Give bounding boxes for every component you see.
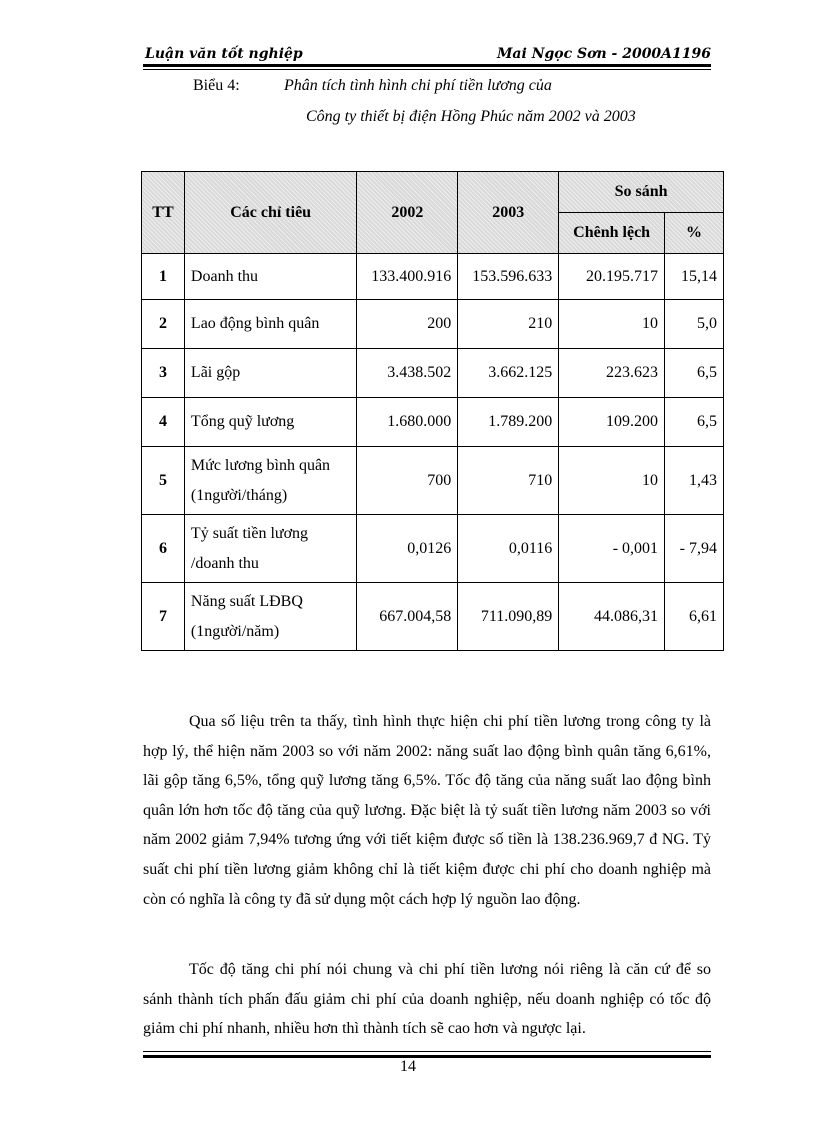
row-label: Lao động bình quân bbox=[184, 300, 356, 349]
table-row bbox=[142, 254, 724, 300]
analysis-paragraph-2: Tốc độ tăng chi phí nói chung và chi phí tiền lương nói riêng là căn cứ để so sánh thành tích phấn đấu giảm chi phí của doanh nghiệp, nếu doanh nghiệp có tốc độ giảm chi phí nhanh, nhiều hơn thì thành tích sẽ cao hơn và ngược lại. bbox=[143, 961, 711, 1038]
row-tt: 2 bbox=[142, 300, 185, 349]
header-tt: TT bbox=[142, 172, 185, 254]
row-2002: 200 bbox=[357, 300, 458, 349]
row-tt: 1 bbox=[142, 254, 185, 300]
row-2002: 667.004,58 bbox=[357, 583, 458, 651]
header-2002: 2002 bbox=[357, 172, 458, 254]
row-2003: 210 bbox=[458, 300, 559, 349]
row-diff: 109.200 bbox=[559, 398, 665, 447]
header-diff: Chênh lệch bbox=[559, 213, 665, 254]
header-pct: % bbox=[665, 213, 724, 254]
header-rule-thick bbox=[143, 64, 711, 67]
row-diff: - 0,001 bbox=[559, 515, 665, 583]
row-2002: 0,0126 bbox=[357, 515, 458, 583]
footer-rule-thin bbox=[143, 1051, 711, 1052]
row-label: Năng suất LĐBQ (1người/năm) bbox=[184, 583, 356, 651]
row-pct: 5,0 bbox=[665, 300, 724, 349]
header-compare: So sánh bbox=[559, 172, 724, 213]
header-author: Mai Ngọc Sơn - 2000A1196 bbox=[496, 46, 711, 62]
row-2003: 0,0116 bbox=[458, 515, 559, 583]
table-caption bbox=[193, 77, 552, 95]
header-indicator: Các chỉ tiêu bbox=[184, 172, 356, 254]
row-label: Mức lương bình quân (1người/tháng) bbox=[184, 447, 356, 515]
row-2003: 1.789.200 bbox=[458, 398, 559, 447]
row-pct: 6,5 bbox=[665, 398, 724, 447]
caption-title-line2: Công ty thiết bị điện Hồng Phúc năm 2002 và 2003 bbox=[306, 108, 636, 125]
row-pct: 6,5 bbox=[665, 349, 724, 398]
row-tt: 3 bbox=[142, 349, 185, 398]
table-row bbox=[142, 447, 724, 515]
salary-cost-table bbox=[141, 171, 724, 651]
row-2002: 700 bbox=[357, 447, 458, 515]
row-tt: 5 bbox=[142, 447, 185, 515]
row-diff: 20.195.717 bbox=[559, 254, 665, 300]
row-2002: 1.680.000 bbox=[357, 398, 458, 447]
header-thesis-title: Luận văn tốt nghiệp bbox=[145, 46, 303, 62]
row-diff: 10 bbox=[559, 447, 665, 515]
row-2003: 3.662.125 bbox=[458, 349, 559, 398]
table-row bbox=[142, 398, 724, 447]
row-2003: 710 bbox=[458, 447, 559, 515]
table-row bbox=[142, 349, 724, 398]
row-pct: - 7,94 bbox=[665, 515, 724, 583]
page-header bbox=[143, 42, 711, 66]
row-diff: 10 bbox=[559, 300, 665, 349]
row-2002: 133.400.916 bbox=[357, 254, 458, 300]
row-pct: 1,43 bbox=[665, 447, 724, 515]
row-tt: 7 bbox=[142, 583, 185, 651]
row-label: Tỷ suất tiền lương /doanh thu bbox=[184, 515, 356, 583]
analysis-paragraph-1: Qua số liệu trên ta thấy, tình hình thực hiện chi phí tiền lương trong công ty là hợp lý, thể hiện năm 2003 so với năm 2002: năng suất lao động bình quân tăng 6,61%, lãi gộp tăng 6,5%, tổng quỹ lương tăng 6,5%. Tốc độ tăng của năng suất lao động bình quân lớn hơn tốc độ tăng của quỹ lương. Đặc biệt là tỷ suất tiền lương năm 2003 so với năm 2002 giảm 7,94% tương ứng với tiết kiệm được số tiền là 138.236.969,7 đ NG. Tỷ suất chi phí tiền lương giảm không chỉ là tiết kiệm được chi phí cho doanh nghiệp mà còn có nghĩa là công ty đã sử dụng một cách hợp lý nguồn lao động. bbox=[143, 713, 711, 908]
table-row bbox=[142, 515, 724, 583]
row-2003: 153.596.633 bbox=[458, 254, 559, 300]
row-pct: 6,61 bbox=[665, 583, 724, 651]
caption-label: Biểu 4: bbox=[193, 77, 240, 94]
header-2003: 2003 bbox=[458, 172, 559, 254]
row-diff: 44.086,31 bbox=[559, 583, 665, 651]
caption-title-line1: Phân tích tình hình chi phí tiền lương của bbox=[284, 77, 552, 94]
table-row bbox=[142, 583, 724, 651]
header-rule-thin bbox=[143, 69, 711, 70]
page-number: 14 bbox=[400, 1058, 416, 1075]
row-tt: 6 bbox=[142, 515, 185, 583]
table-row bbox=[142, 300, 724, 349]
row-label: Tổng quỹ lương bbox=[184, 398, 356, 447]
row-label: Doanh thu bbox=[184, 254, 356, 300]
row-2003: 711.090,89 bbox=[458, 583, 559, 651]
row-pct: 15,14 bbox=[665, 254, 724, 300]
row-label: Lãi gộp bbox=[184, 349, 356, 398]
row-2002: 3.438.502 bbox=[357, 349, 458, 398]
row-diff: 223.623 bbox=[559, 349, 665, 398]
row-tt: 4 bbox=[142, 398, 185, 447]
